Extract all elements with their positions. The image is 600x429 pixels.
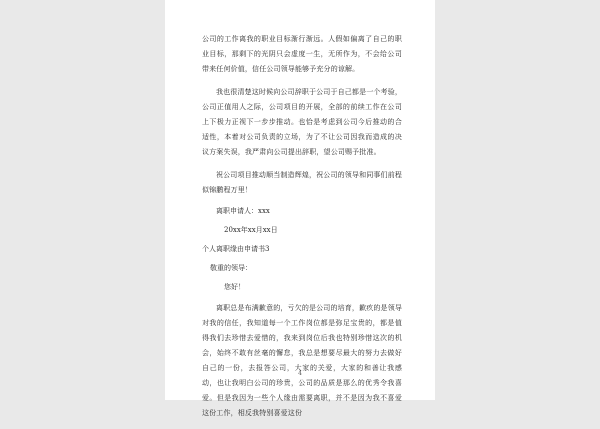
salutation: 敬重的领导： <box>210 264 252 272</box>
applicant-signature: 离职申请人：xxx <box>216 207 270 215</box>
paragraph-career-goal: 公司的工作离我的职业目标渐行渐远。人假如偏离了自己的职业目标，那剩下的光阴只会虚度一生，无所作为，不会给公司带来任何价值，信任公司领导能够予充分的谅解。 <box>202 35 402 73</box>
document-page <box>165 0 435 417</box>
paragraph-apology: 离职总是布满歉意的，亏欠的是公司的培育，歉疚的是领导对我的信任，我知道每一个工作岗位都是弥足宝贵的，都是值得我们去珍惜去爱惜的，我来到岗位后我也特别珍惜这次的机会，始终不敢有丝毫的懈怠，我总是想要尽最大的努力去做好自己的一份，去报答公司，大家的关爱，大家的和善让我感动，也让我明白公司的珍贵，公司的品质是那么的优秀令我喜爱。但是我因为一些个人缘由需要离职，并不是因为我不喜爱这份工作，相反我特别喜爱这份 <box>202 304 402 417</box>
page-number: 4 <box>298 370 302 377</box>
section-title: 个人离职缘由申请书3 <box>202 245 270 253</box>
signature-date: 20xx年xx月xx日 <box>224 226 278 234</box>
greeting: 您好！ <box>224 283 245 291</box>
paragraph-resignation-reason: 我也很清楚这时候向公司辞职于公司于自己都是一个考验，公司正值用人之际，公司项目的开展，全部的前续工作在公司上下极力正视下一步步推动。也恰是考虑到公司今后推动的合适性，本着对公司负责的立场，为了不让公司因我而造成的决议方案失误，我严肃向公司提出辞职，望公司赐予批准。 <box>202 88 402 156</box>
paragraph-best-wishes: 祝公司项目推动顺当制造辉煌，祝公司的领导和同事们前程似锦鹏程万里！ <box>202 171 402 194</box>
